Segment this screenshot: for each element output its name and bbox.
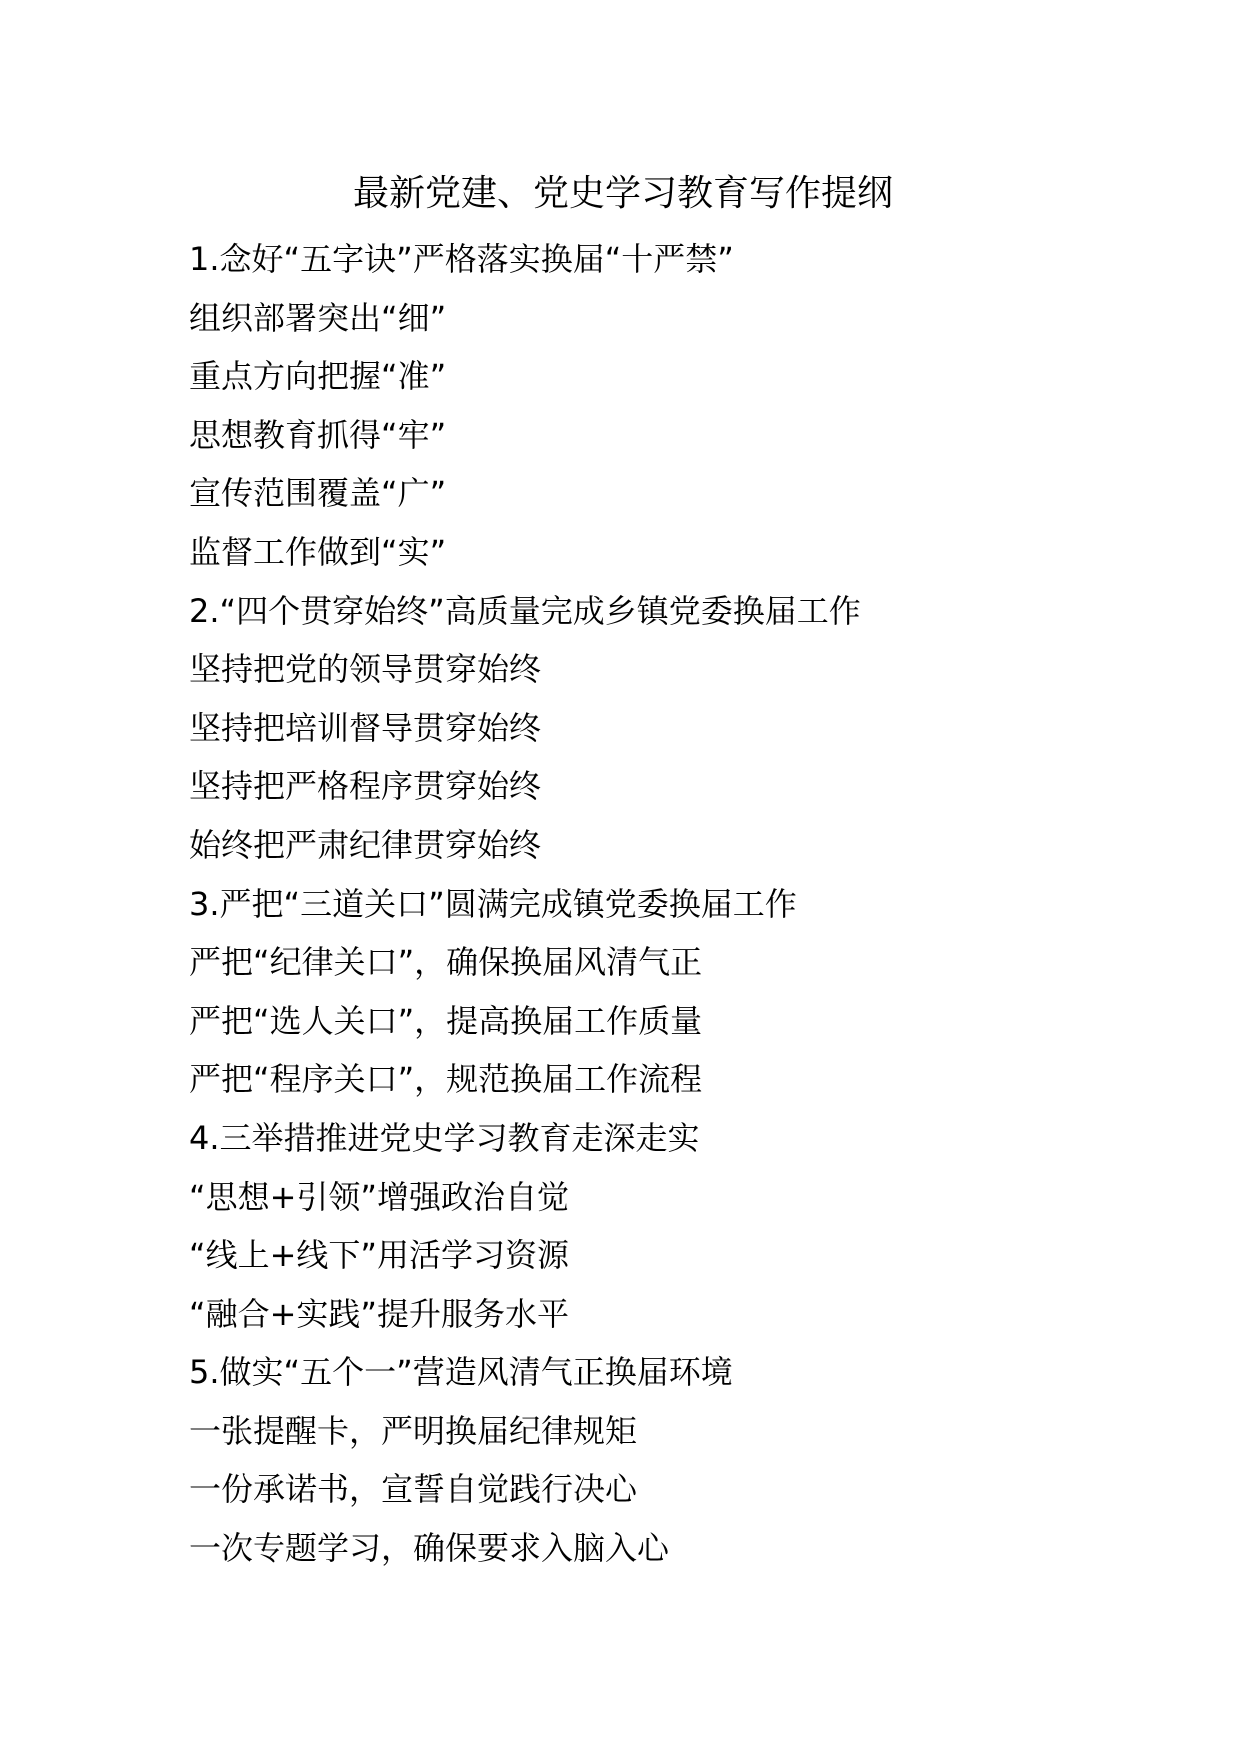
outline-item: 坚持把培训督导贯穿始终: [189, 708, 542, 747]
document-title: 最新党建、党史学习教育写作提纲: [352, 173, 893, 214]
outline-item: 坚持把党的领导贯穿始终: [189, 650, 542, 689]
outline-item: 严把“选人关口”，提高换届工作质量: [189, 1001, 703, 1040]
outline-item: 宣传范围覆盖“广”: [189, 474, 447, 513]
outline-item: 坚持把严格程序贯穿始终: [189, 767, 542, 806]
outline-item: 严把“纪律关口”，确保换届风清气正: [189, 943, 703, 982]
section-heading-4: 4.三举措推进党史学习教育走深走实: [189, 1118, 700, 1157]
section-heading-2: 2.“四个贯穿始终”高质量完成乡镇党委换届工作: [189, 591, 861, 630]
outline-item: 重点方向把握“准”: [189, 357, 447, 396]
outline-item: 一张提醒卡，严明换届纪律规矩: [189, 1411, 638, 1450]
document-body: [189, 230, 1189, 1578]
outline-item: “思想+引领”增强政治自觉: [189, 1177, 569, 1216]
outline-item: 一次专题学习，确保要求入脑入心: [189, 1529, 670, 1568]
outline-item: 始终把严肃纪律贯穿始终: [189, 825, 542, 864]
outline-item: “融合+实践”提升服务水平: [189, 1294, 569, 1333]
outline-item: 监督工作做到“实”: [189, 532, 447, 571]
section-heading-5: 5.做实“五个一”营造风清气正换届环境: [189, 1353, 733, 1392]
section-heading-3: 3.严把“三道关口”圆满完成镇党委换届工作: [189, 884, 797, 923]
outline-item: 思想教育抓得“牢”: [189, 415, 447, 454]
outline-item: 一份承诺书，宣誓自觉践行决心: [189, 1470, 638, 1509]
outline-item: 组织部署突出“细”: [189, 298, 447, 337]
section-heading-1: 1.念好“五字诀”严格落实换届“十严禁”: [189, 240, 734, 278]
outline-item: “线上+线下”用活学习资源: [189, 1236, 569, 1275]
outline-item: 严把“程序关口”，规范换届工作流程: [189, 1060, 703, 1099]
